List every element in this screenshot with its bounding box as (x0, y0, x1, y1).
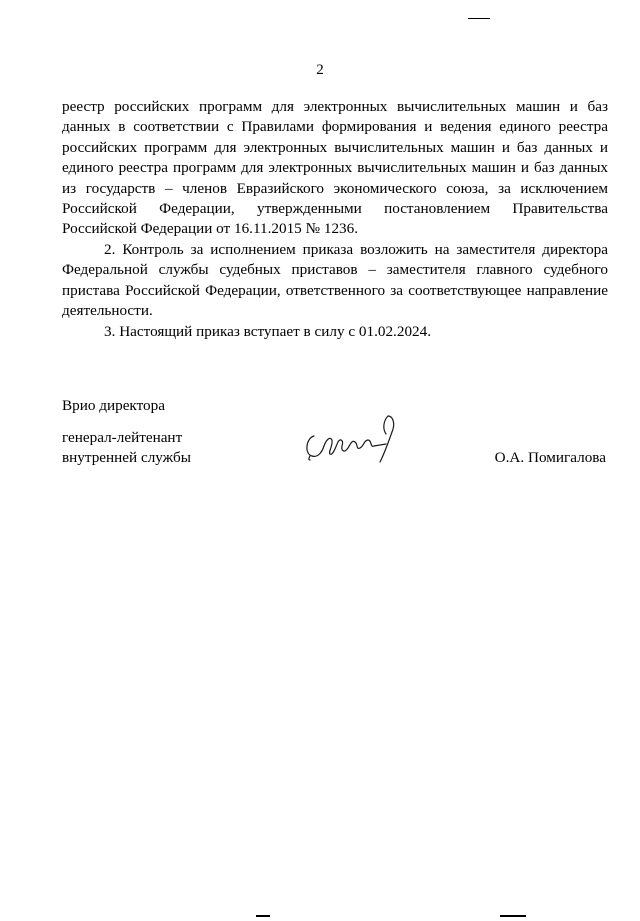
paragraph-control: 2. Контроль за исполнением приказа возложить на заместителя директора Федеральной службы судебных приставов – заместителя главного судебного пристава Российской Федерации, ответственного за соответствующее направление деятельности. (62, 241, 608, 320)
signatory-position: Врио директора (62, 397, 165, 414)
scan-mark-bottom (256, 915, 270, 917)
signatory-name: О.А. Помигалова (494, 449, 606, 466)
signatory-rank (62, 428, 191, 469)
rank-line-2: внутренней службы (62, 449, 191, 467)
scan-mark-bottom-right (500, 915, 526, 917)
scan-mark-top (468, 18, 490, 19)
paragraph-registry: реестр российских программ для электронных вычислительных машин и баз данных в соответствии с Правилами формирования и ведения единого реестра российских программ для электронных вычислительных машин и баз данных и единого реестра программ для электронных вычислительных машин и баз данных из государств – членов Евразийского экономического союза, за исключением Российской Федерации, утвержденными постановлением Правительства Российской Федерации от 16.11.2015 № 1236. (62, 98, 608, 238)
handwritten-signature (300, 410, 410, 466)
page-number: 2 (316, 62, 324, 78)
paragraph-effective-date: 3. Настоящий приказ вступает в силу с 01.02.2024. (104, 323, 432, 340)
rank-line-1: генерал-лейтенант (62, 429, 183, 446)
